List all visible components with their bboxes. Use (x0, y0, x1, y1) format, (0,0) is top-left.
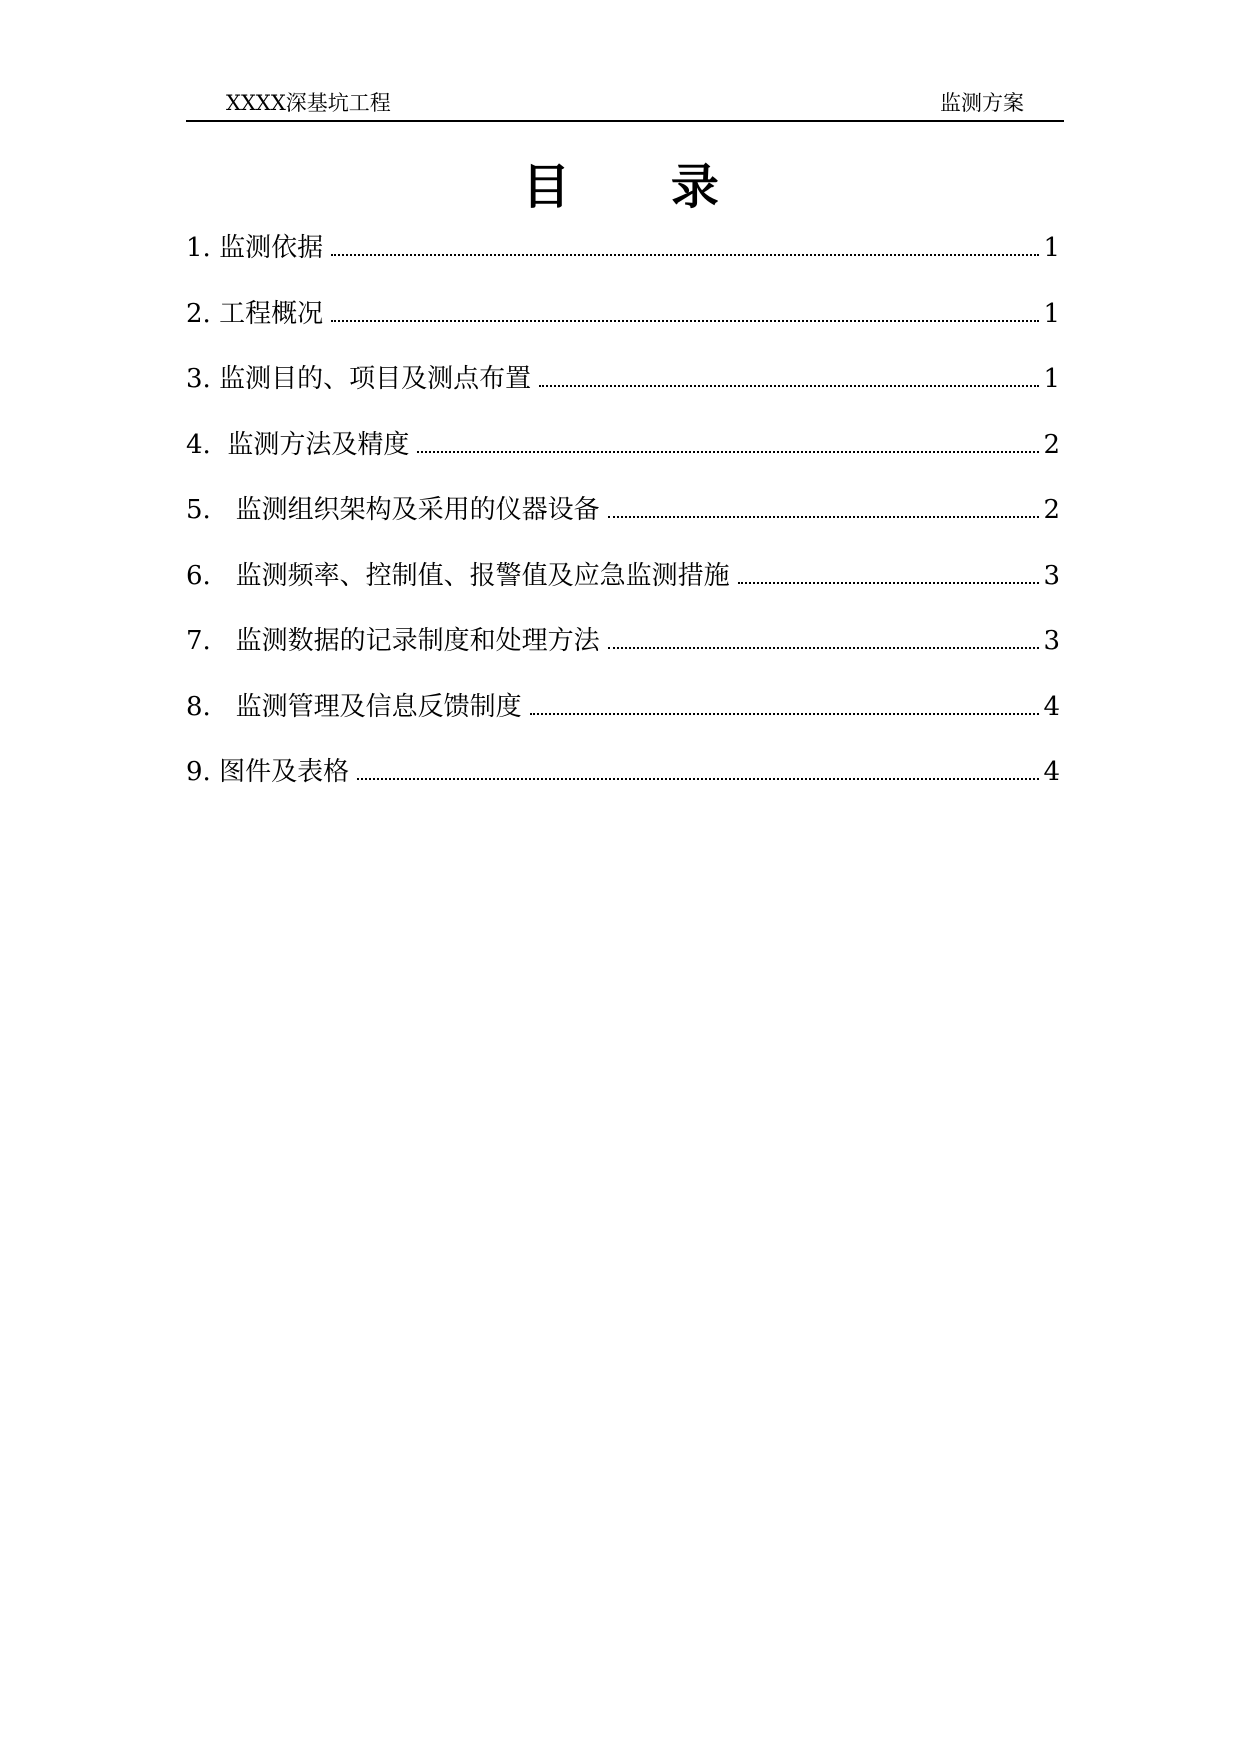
toc-entry-9[interactable] (186, 752, 1060, 818)
dot-leader (331, 320, 1039, 322)
toc-entry-label: 8. 监测管理及信息反馈制度 (186, 691, 522, 722)
toc-entry-label: 1. 监测依据 (186, 233, 324, 263)
toc-entry-label: 5. 监测组织架构及采用的仪器设备 (186, 495, 600, 525)
toc-entry-6[interactable] (186, 556, 1060, 622)
dot-leader (357, 778, 1039, 780)
toc-entry-page-number: 1 (1043, 233, 1060, 263)
dot-leader (417, 451, 1039, 453)
toc-entry-page-number: 2 (1043, 429, 1060, 460)
toc-entry-7[interactable] (186, 621, 1060, 687)
toc-title: 目 录 (522, 159, 761, 215)
toc-entry-4[interactable] (186, 425, 1060, 491)
dot-leader (608, 516, 1040, 518)
toc-entry-page-number: 1 (1043, 298, 1060, 329)
toc-entry-1[interactable] (186, 228, 1060, 294)
dot-leader (331, 254, 1039, 256)
toc-entry-label: 3. 监测目的、项目及测点布置 (186, 364, 532, 394)
dot-leader (608, 647, 1040, 649)
toc-entry-page-number: 1 (1043, 364, 1060, 394)
header-document-type: 监测方案 (940, 91, 1024, 115)
toc-entry-2[interactable] (186, 294, 1060, 360)
toc-entry-label: 6. 监测频率、控制值、报警值及应急监测措施 (186, 560, 730, 591)
toc-entry-3[interactable] (186, 359, 1060, 425)
toc-entry-5[interactable] (186, 490, 1060, 556)
toc-entry-page-number: 2 (1043, 495, 1060, 525)
toc-entry-label: 7. 监测数据的记录制度和处理方法 (186, 626, 600, 656)
toc-entry-label: 2. 工程概况 (186, 298, 324, 329)
toc-entry-8[interactable] (186, 687, 1060, 753)
header-project-name: XXXX深基坑工程 (226, 91, 391, 115)
toc-entry-page-number: 3 (1043, 626, 1060, 656)
dot-leader (539, 385, 1039, 387)
toc-entry-page-number: 4 (1043, 757, 1060, 787)
toc-entry-label: 9. 图件及表格 (186, 757, 350, 787)
running-header (186, 86, 1064, 122)
toc-entry-label: 4. 监测方法及精度 (186, 429, 410, 460)
table-of-contents (186, 228, 1060, 818)
dot-leader (738, 582, 1040, 584)
dot-leader (530, 713, 1040, 715)
toc-entry-page-number: 3 (1043, 560, 1060, 591)
toc-entry-page-number: 4 (1043, 691, 1060, 722)
